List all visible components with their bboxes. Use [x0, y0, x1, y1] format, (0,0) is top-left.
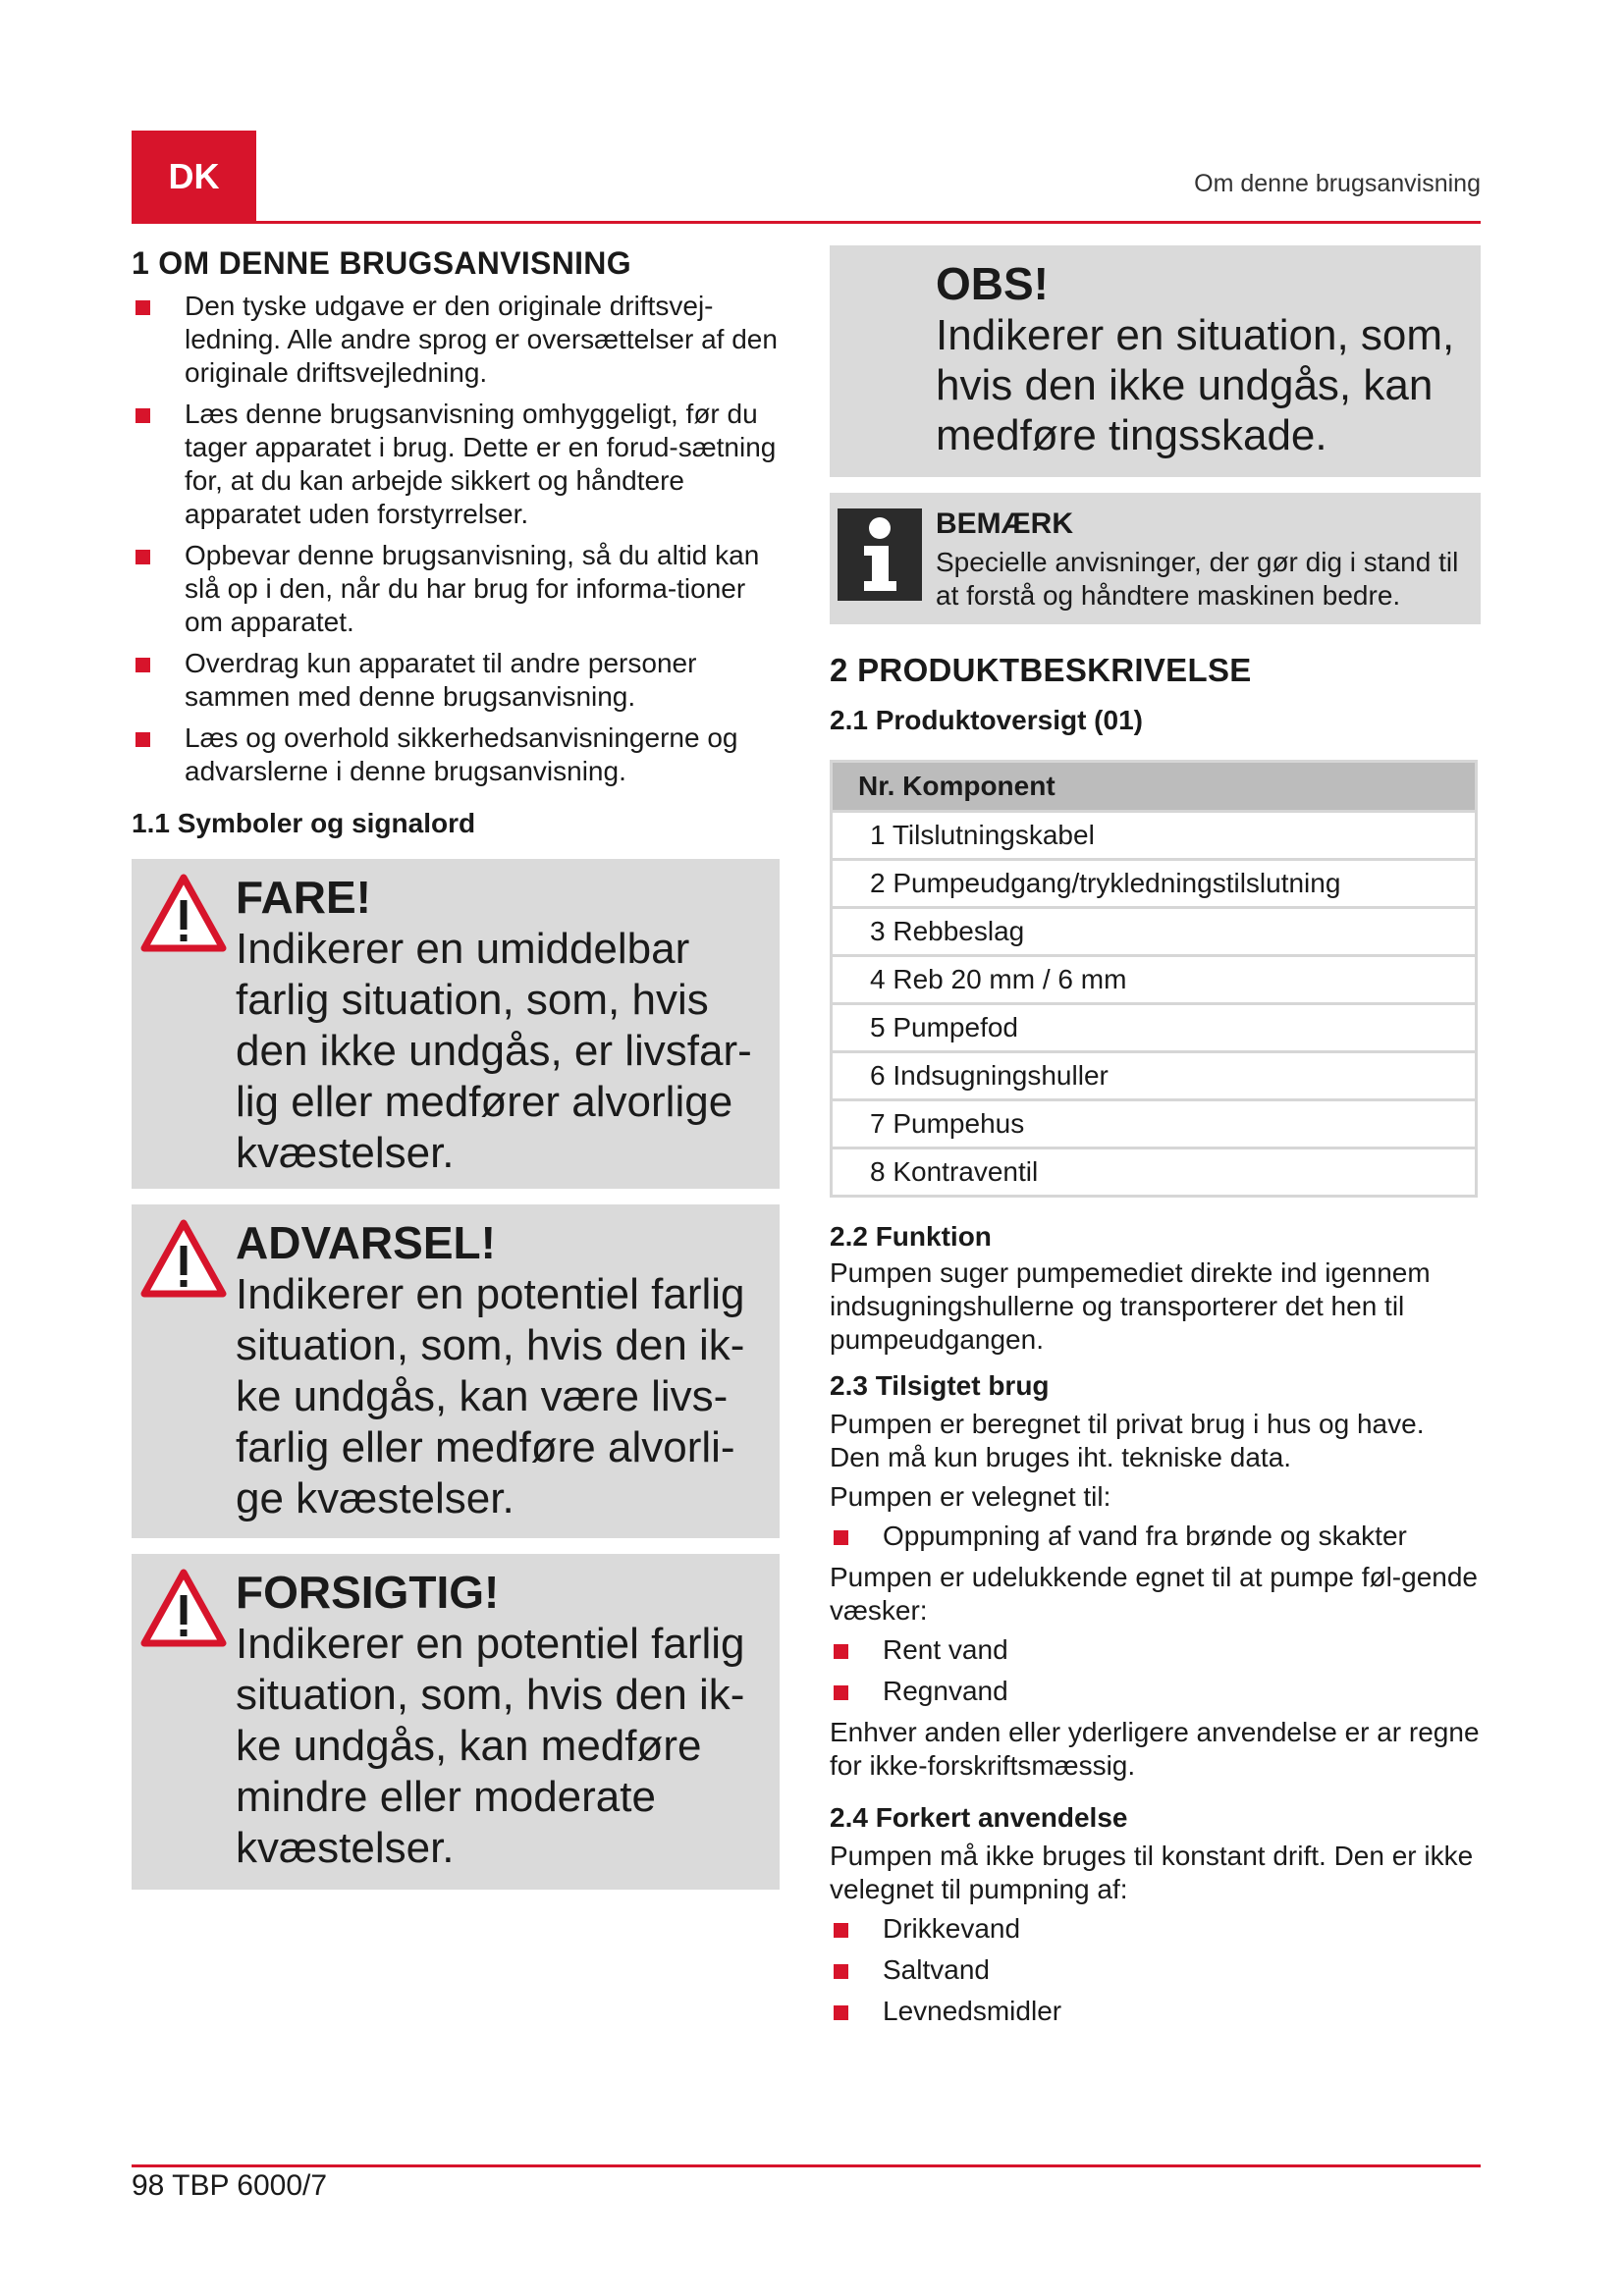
bemaerk-text: Specielle anvisninger, der gør dig i stand til at forstå og håndtere maskinen bedre. [936, 547, 1459, 611]
section-2-3-title: 2.3 Tilsigtet brug [830, 1370, 1050, 1401]
table-row: 6 Indsugningshuller [832, 1052, 1477, 1100]
list-item: Den tyske udgave er den originale driftsvej-ledning. Alle andre sprog er oversættelser af den originale driftsvejledning. [132, 290, 780, 390]
bullet-square-icon [834, 1644, 848, 1659]
bullet-square-icon [135, 300, 150, 315]
running-header: Om denne brugsanvisning [1194, 170, 1481, 197]
bullet-square-icon [834, 1923, 848, 1938]
tilsigtet-text-4: Enhver anden eller yderligere anvendelse er ar regne for ikke-forskriftsmæssig. [830, 1717, 1480, 1781]
right-column [830, 245, 1481, 2036]
bemaerk-title: BEMÆRK [936, 507, 1073, 540]
bullet-square-icon [834, 1685, 848, 1700]
list-item: Oppumpning af vand fra brønde og skakter [830, 1520, 1481, 1553]
list-item: Rent vand [830, 1633, 1481, 1667]
obs-text: Indikerer en situation, som, hvis den ikke undgås, kan medføre tingsskade. [936, 311, 1455, 459]
bullet-square-icon [135, 550, 150, 564]
bemaerk-box [830, 493, 1481, 624]
list-item: Regnvand [830, 1675, 1481, 1708]
section-2-2-title: 2.2 Funktion [830, 1221, 992, 1252]
left-column [132, 245, 780, 1890]
table-row: 8 Kontraventil [832, 1148, 1477, 1197]
forkert-text: Pumpen må ikke bruges til konstant drift. Den er ikke velegnet til pumpning af: [830, 1841, 1474, 1904]
component-table [830, 760, 1478, 1198]
advarsel-title: ADVARSEL! [236, 1217, 496, 1268]
list-item: Saltvand [830, 1953, 1481, 1987]
table-row: 1 Tilslutningskabel [832, 812, 1477, 860]
section-1-title: 1 OM DENNE BRUGSANVISNING [132, 245, 631, 281]
fare-title: FARE! [236, 872, 371, 923]
list-item: Levnedsmidler [830, 1995, 1481, 2028]
bullet-square-icon [135, 408, 150, 423]
list-item: Læs denne brugsanvisning omhyggeligt, før du tager apparatet i brug. Dette er en forud-sætning for, at du kan arbejde sikkert og håndtere apparatet uden forstyrrelser. [132, 398, 780, 531]
list-item: Drikkevand [830, 1912, 1481, 1946]
bullet-square-icon [834, 2005, 848, 2020]
fare-text: Indikerer en umiddelbar farlig situation, som, hvis den ikke undgås, er livsfar-lig eller medfører alvorlige kvæstelser. [236, 925, 752, 1177]
obs-title: OBS! [936, 258, 1049, 309]
forsigtig-box [132, 1554, 780, 1890]
header-divider [132, 221, 1481, 224]
section-1-list [132, 290, 780, 788]
tilsigtet-text-1: Pumpen er beregnet til privat brug i hus og have. Den må kun bruges iht. tekniske data. [830, 1409, 1425, 1472]
tilsigtet-list-2 [830, 1633, 1481, 1708]
bullet-square-icon [834, 1964, 848, 1979]
list-item: Læs og overhold sikkerhedsanvisningerne og advarslerne i denne brugsanvisning. [132, 721, 780, 788]
table-header: Nr. Komponent [832, 762, 1477, 812]
list-item: Overdrag kun apparatet til andre personer sammen med denne brugsanvisning. [132, 647, 780, 714]
table-row: 5 Pumpefod [832, 1004, 1477, 1052]
tilsigtet-text-3: Pumpen er udelukkende egnet til at pumpe føl-gende væsker: [830, 1562, 1478, 1626]
table-row: 2 Pumpeudgang/trykledningstilslutning [832, 860, 1477, 908]
table-row: 7 Pumpehus [832, 1100, 1477, 1148]
info-icon [838, 508, 922, 601]
warning-triangle-icon [139, 1568, 228, 1648]
section-2-4-title: 2.4 Forkert anvendelse [830, 1802, 1128, 1833]
bullet-square-icon [135, 732, 150, 747]
bullet-square-icon [834, 1530, 848, 1545]
section-2-title: 2 PRODUKTBESKRIVELSE [830, 652, 1252, 688]
advarsel-text: Indikerer en potentiel farlig situation, som, hvis den ik-ke undgås, kan være livs-farlig eller medføre alvorli-ge kvæstelser. [236, 1270, 745, 1522]
footer-divider [132, 2164, 1481, 2167]
bullet-square-icon [135, 658, 150, 672]
forkert-list [830, 1912, 1481, 2028]
table-row: 3 Rebbeslag [832, 908, 1477, 956]
language-tab: DK [132, 131, 256, 222]
warning-triangle-icon [139, 1218, 228, 1299]
tilsigtet-text-2: Pumpen er velegnet til: [830, 1481, 1111, 1512]
warning-triangle-icon [139, 873, 228, 953]
advarsel-box [132, 1204, 780, 1538]
page-number: 98 TBP 6000/7 [132, 2169, 328, 2202]
section-1-1-title: 1.1 Symboler og signalord [132, 808, 476, 838]
table-row: 4 Reb 20 mm / 6 mm [832, 956, 1477, 1004]
obs-box [830, 245, 1481, 477]
section-2-1-title: 2.1 Produktoversigt (01) [830, 705, 1143, 735]
tilsigtet-list-1 [830, 1520, 1481, 1553]
forsigtig-text: Indikerer en potentiel farlig situation, som, hvis den ik-ke undgås, kan medføre mindre eller moderate kvæstelser. [236, 1620, 745, 1872]
list-item: Opbevar denne brugsanvisning, så du altid kan slå op i den, når du har brug for informa-tioner om apparatet. [132, 539, 780, 639]
forsigtig-title: FORSIGTIG! [236, 1567, 500, 1618]
fare-box [132, 859, 780, 1189]
funktion-text: Pumpen suger pumpemediet direkte ind igennem indsugningshullerne og transporterer det hen til pumpeudgangen. [830, 1257, 1431, 1355]
